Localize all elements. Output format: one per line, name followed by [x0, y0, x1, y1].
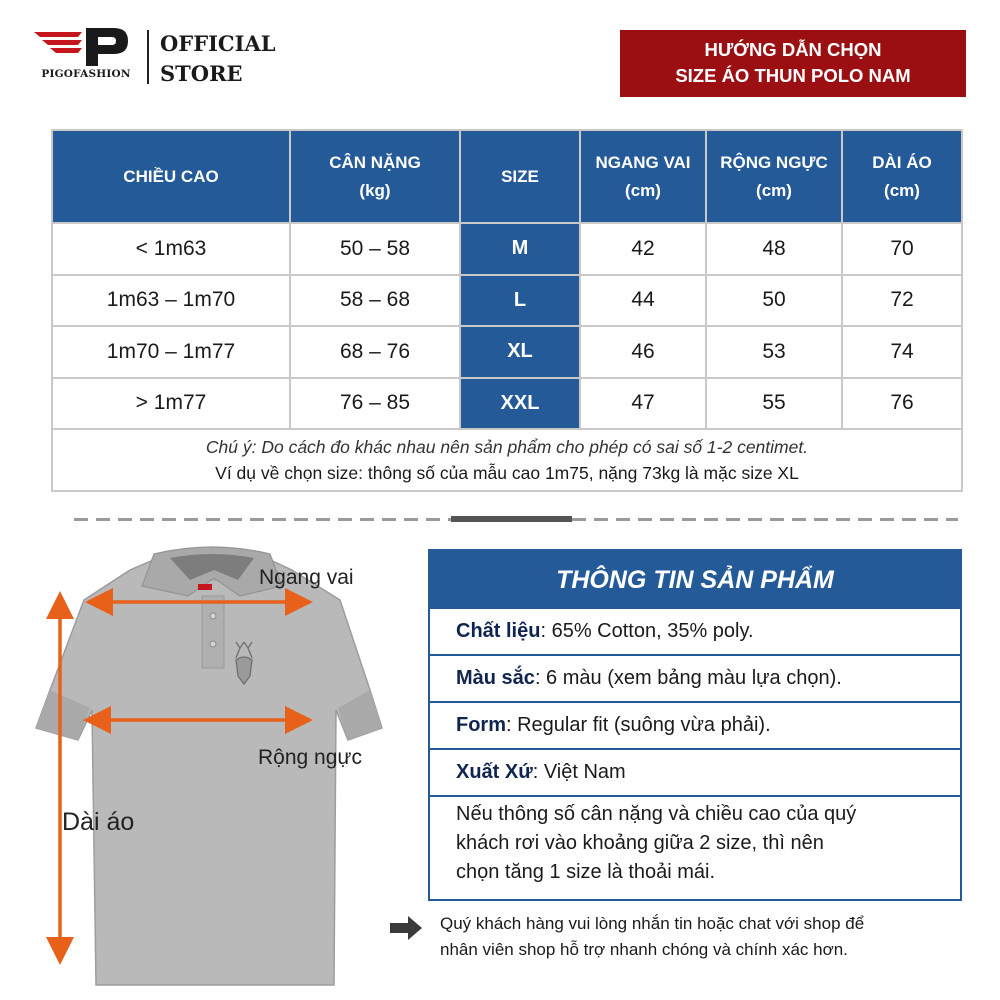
cell-chest: 48: [706, 223, 842, 275]
header-divider: [147, 30, 149, 84]
note-example: Ví dụ về chọn size: thông số của mẫu cao 1m75, nặng 73kg là mặc size XL: [215, 463, 799, 483]
product-info-panel: [428, 549, 962, 901]
cell-chest: 53: [706, 326, 842, 378]
material-value: : 65% Cotton, 35% poly.: [540, 620, 754, 642]
cell-height: > 1m77: [52, 378, 290, 430]
shoulder-width-label: Ngang vai: [259, 566, 354, 589]
cell-size: XL: [460, 326, 580, 378]
form-value: : Regular fit (suông vừa phải).: [506, 714, 771, 736]
logo-mark-icon: [30, 24, 142, 68]
cell-length: 70: [842, 223, 962, 275]
cell-shoulder: 42: [580, 223, 706, 275]
contact-line1: Quý khách hàng vui lòng nhắn tin hoặc chat với shop để: [440, 914, 865, 933]
advice-line3: chọn tăng 1 size là thoải mái.: [456, 861, 716, 883]
cell-shoulder: 46: [580, 326, 706, 378]
cell-chest: 50: [706, 275, 842, 327]
material-key: Chất liệu: [456, 620, 541, 642]
color-value: : 6 màu (xem bảng màu lựa chọn).: [534, 667, 842, 689]
cell-height: < 1m63: [52, 223, 290, 275]
size-guide-banner: [620, 30, 966, 97]
header-height: CHIỀU CAO: [52, 130, 290, 223]
header-shoulder: NGANG VAI (cm): [580, 130, 706, 223]
advice-line1: Nếu thông số cân nặng và chiều cao của quý: [456, 803, 857, 825]
form-key: Form: [456, 714, 506, 736]
table-note: [52, 429, 962, 491]
table-row: [52, 378, 962, 430]
cell-shoulder: 44: [580, 275, 706, 327]
banner-line2: SIZE ÁO THUN POLO NAM: [675, 65, 911, 86]
note-tolerance: Chú ý: Do cách đo khác nhau nên sản phẩm cho phép có sai số 1-2 centimet.: [205, 437, 809, 457]
origin-value: : Việt Nam: [532, 761, 626, 783]
cell-chest: 55: [706, 378, 842, 430]
arrow-right-icon: [388, 913, 424, 943]
product-info-title: THÔNG TIN SẢN PHẨM: [430, 551, 960, 609]
cell-size: L: [460, 275, 580, 327]
cell-weight: 76 – 85: [290, 378, 460, 430]
table-row: [52, 275, 962, 327]
banner-line1: HƯỚNG DẪN CHỌN: [704, 39, 882, 60]
header-size: SIZE: [460, 130, 580, 223]
advice-line2: khách rơi vào khoảng giữa 2 size, thì nên: [456, 832, 824, 854]
cell-length: 72: [842, 275, 962, 327]
shirt-length-label: Dài áo: [62, 808, 135, 836]
cell-shoulder: 47: [580, 378, 706, 430]
table-note-row: [52, 429, 962, 491]
color-key: Màu sắc: [456, 667, 535, 689]
logo-wordmark: PIGOFASHION: [41, 68, 131, 80]
contact-line2: nhân viên shop hỗ trợ nhanh chóng và chính xác hơn.: [440, 940, 848, 959]
brand-logo: [30, 24, 142, 88]
info-row-form: [430, 703, 960, 750]
cell-height: 1m70 – 1m77: [52, 326, 290, 378]
chest-width-label: Rộng ngực: [258, 746, 362, 769]
official-store-title: [160, 29, 300, 89]
divider-center-bar: [451, 516, 572, 522]
info-row-color: [430, 656, 960, 703]
table-header-row: [52, 130, 962, 223]
shirt-measurement-diagram: [30, 540, 420, 990]
cell-weight: 50 – 58: [290, 223, 460, 275]
cell-weight: 58 – 68: [290, 275, 460, 327]
divider-dashes-left: [74, 518, 451, 521]
table-row: [52, 326, 962, 378]
cell-height: 1m63 – 1m70: [52, 275, 290, 327]
shirt-placket: [202, 596, 224, 668]
header-chest: RỘNG NGỰC (cm): [706, 130, 842, 223]
cell-length: 76: [842, 378, 962, 430]
origin-key: Xuất Xứ: [456, 761, 533, 783]
info-row-material: [430, 609, 960, 656]
info-row-origin: [430, 750, 960, 797]
cell-length: 74: [842, 326, 962, 378]
store-title-line1: OFFICIAL: [160, 31, 276, 56]
header-length: DÀI ÁO (cm): [842, 130, 962, 223]
store-title-line2: STORE: [160, 61, 243, 86]
size-chart-table: [51, 129, 963, 492]
header-weight: CÂN NẶNG (kg): [290, 130, 460, 223]
table-row: [52, 223, 962, 275]
cell-size: M: [460, 223, 580, 275]
cell-size: XXL: [460, 378, 580, 430]
section-divider: [74, 516, 958, 522]
size-advice-text: [430, 797, 960, 887]
contact-note: [440, 911, 864, 963]
cell-weight: 68 – 76: [290, 326, 460, 378]
divider-dashes-right: [572, 518, 958, 521]
